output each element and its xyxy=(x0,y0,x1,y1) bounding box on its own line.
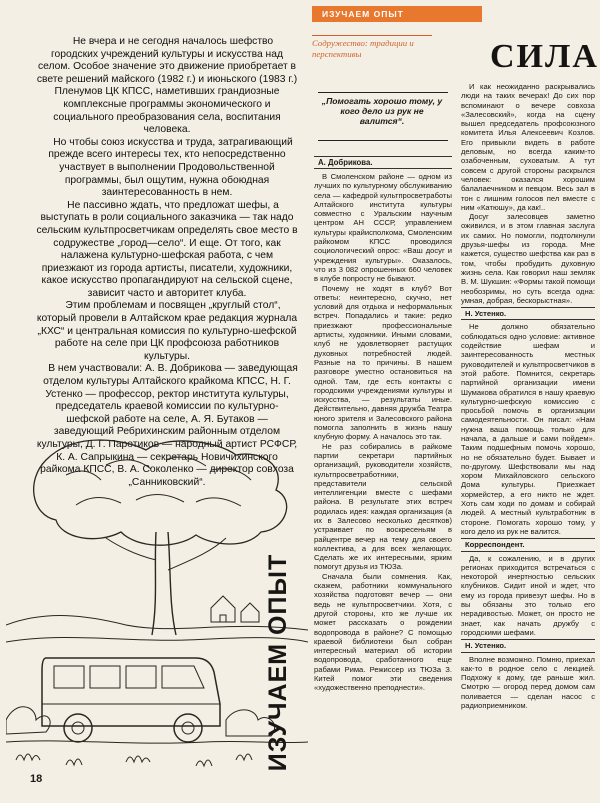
article-paragraph: Вполне возможно. Помню, приехал как-то в родное село с лекцией. Подхожу к дому, где раньше жил. Смотрю — огород перед домом сам поливается — сделан насос с радиоприемником. xyxy=(461,654,595,710)
article-column-1 xyxy=(314,172,452,693)
article-paragraph: И как неожиданно раскрывались люди на таких вечерах! До сих пор вспоминают о вечере совхоза «Залесовский», когда на сцену вышел председатель профсоюзного комитета Илья Алексеевич Козлов. Его привыкли видеть в работе деловым, но всегда каким-то озабоченным, суховатым. А тут совсем с другой стороны раскрылся человек: оказался хорошим балалаечником и певцом. Весь зал в тон с лишним голосов пел вместе с ним «Катюшу», да как!.. xyxy=(461,82,595,212)
article-paragraph: Да, к сожалению, и в других регионах приходится встречаться с некоторой инертностью сельских клубников. Сидит иной и ждет, что ему из города привезут шефы. Но в вы обязаны это только его нерадивостью. Может, он просто не знает, как начать дружбу с городскими шефами. xyxy=(461,553,595,637)
rubric-subtitle: Содружество: традиции и перспективы xyxy=(312,35,432,59)
author-label: Корреспондент. xyxy=(461,538,595,551)
quote-rule-top xyxy=(318,92,448,93)
article-paragraph: Досуг залесовцев заметно оживился, и в этом главная заслуга их самих. Но помогли, подтолкнули друзья-шефы из города. Мне кажется, существо шефства как раз в том, чтобы пробудить духовную жизнь села. Как говорил наш земляк В. М. Шукшин: «Формы такой помощи необозримы, но суть всегда одна: умная, добрая, бескорыстная». xyxy=(461,212,595,305)
intro-paragraph: Этим проблемам и посвящен „круглый стол“, который провели в Алтайском крае редакция журнала „КХС“ и центральная комиссия по культурно-шефской работе на селе при ЦК профсоюза работников культуры. xyxy=(36,300,298,362)
headline-word: СИЛА xyxy=(490,38,599,75)
article-paragraph: Не должно обязательно соблюдаться одно условие: активное содействие шефам и заинтересованность местных руководителей и культпросветчиков в этой работе. Помнится, секретарь партийной организации имени Шумакова обратился в нашу краевую культурно-шефскую комиссию с просьбой помочь в организации самодеятельности. Он писал: «Нам нужна ваша помощь только для начала, а дальше и сами пойдем». Таким подшефным помочь хорошо, но не обязательно будет. Бывает и по-другому. Шефствовали мы над хором Михайловского сельского Дома культуры. Приезжает хормейстер, а его никто не ждет. Хоть сам ходи по домам и собирай людей. А местный культработник в стороне. Помогать хорошо тому, у кого дело из рук не валится. xyxy=(461,322,595,536)
author-label: Н. Устенко. xyxy=(461,307,595,320)
vertical-rubric-title xyxy=(258,540,300,785)
intro-paragraph: Но чтобы союз искусства и труда, затрагивающий прежде всего интересы тех, кто непосредственно участвует в выполнении Продовольственной программы, был ощутим, нужна обоюдная заинтересованность в нем. xyxy=(48,136,293,199)
vertical-rubric-text: ИЗУЧАЕМ ОПЫТ xyxy=(264,553,293,772)
intro-paragraph: Не вчера и не сегодня началось шефство городских учреждений культуры и искусства над селом. Особое значение это движение приобретает в свете решений майского (1982 г.) и июньского (1983 г.) Пленумов ЦК КПСС, наметивших грандиозные комплексные программы экономического и социального преобразования села, воспитания человека. xyxy=(36,36,298,136)
quote-rule-bottom xyxy=(318,140,448,141)
article-paragraph: Не раз собирались в райкоме партии секретари партийных организаций, руководители хозяйств, культпросветработники, представители сельской интеллигенции вместе с шефами района. В результате этих встреч родилась идея: каждая организация (а их в Залесово несколько десятков) устраивает по воскресеньям в райцентре вечер на тему для своего коллектива, а для всех желающих. Сделать же их интересными, ярким помогут друзья из ТЮЗа. xyxy=(314,441,452,572)
article-column-2 xyxy=(461,82,595,710)
author-label: А. Добрикова. xyxy=(314,156,452,169)
intro-paragraph: Не пассивно ждать, что предложат шефы, а выступать в роли социального заказчика — так надо сельским культпросветчикам определять свое место в содружестве „город—село“. И еще. От того, как налажена культурно-шефская работа, с чем приезжают из города артисты, писатели, художники, какое искусство пропагандируют на сельской сцене, зависит часто и авторитет клуба. xyxy=(36,199,298,299)
page-number: 18 xyxy=(30,773,43,785)
author-label: Н. Устенко. xyxy=(461,639,595,652)
pull-quote: „Помогать хорошо тому, у кого дело из рук не валится“. xyxy=(321,96,443,126)
article-paragraph: В Смоленском районе — одном из лучших по культурному обслуживанию села — кафедрой культпросветработы Алтайского института культуры совместно с Уральским научным центром АН СССР, управлением культуры крайисполкома, Смоленским райкомом КПСС проводился социологический опрос: «Ваш досуг и учреждения культуры». Оказалось, что из 3 082 опрошенных 660 человек в клубе попросту не бывают. xyxy=(314,172,452,284)
article-paragraph: Почему не ходят в клуб? Вот ответы: неинтересно, скучно, нет условий для отдыха и неформальных встреч. Попадались и такие: редко приезжают профессиональные артисты, художники. Иными словами, клуб не удовлетворяет растущих духовных потребностей людей. Разные на то причины. В нашем разговоре уместно остановиться на одной. Там, где есть контакты с городскими учреждениями культуры и искусства, — результаты иные. Действительно, давняя дружба Театра юного зрителя и Залесовского района помогла заполнить в жизнь нашу клубную форму. А началось это так. xyxy=(314,283,452,442)
rubric xyxy=(312,6,482,59)
intro-paragraph: В нем участвовали: А. В. Добрикова — заведующая отделом культуры Алтайского крайкома КПСС, Н. Г. Устенко — профессор, ректор института культуры, председатель краевой комиссии по культурно-шефской работе на селе, А. Я. Бутаков — заведующий Ребрихинским районным отделом культуры, Д. Г. Паротиков — народный артист РСФСР, К. А. Сапрыкина — секретарь Новичихинского райкома КПСС, В. А. Соколенко — директор совхоза „Санниковский“. xyxy=(36,363,298,488)
article-paragraph: Сначала были сомнения. Как, скажем, работники коммунального хозяйства подготовят вечер — они ведь не культпросветчики. Хотя, с другой стороны, кто же лучше их может рассказать о рождении водопровода в районе? С помощью краевой библиотеки был собран интересный материал об истории водопровода, сработанного еще рабами Рима. Режиссер из ТЮЗа З. Китей помог эти сведения «художественно преподнести». xyxy=(314,571,452,693)
rubric-label: ИЗУЧАЕМ ОПЫТ xyxy=(312,6,482,22)
